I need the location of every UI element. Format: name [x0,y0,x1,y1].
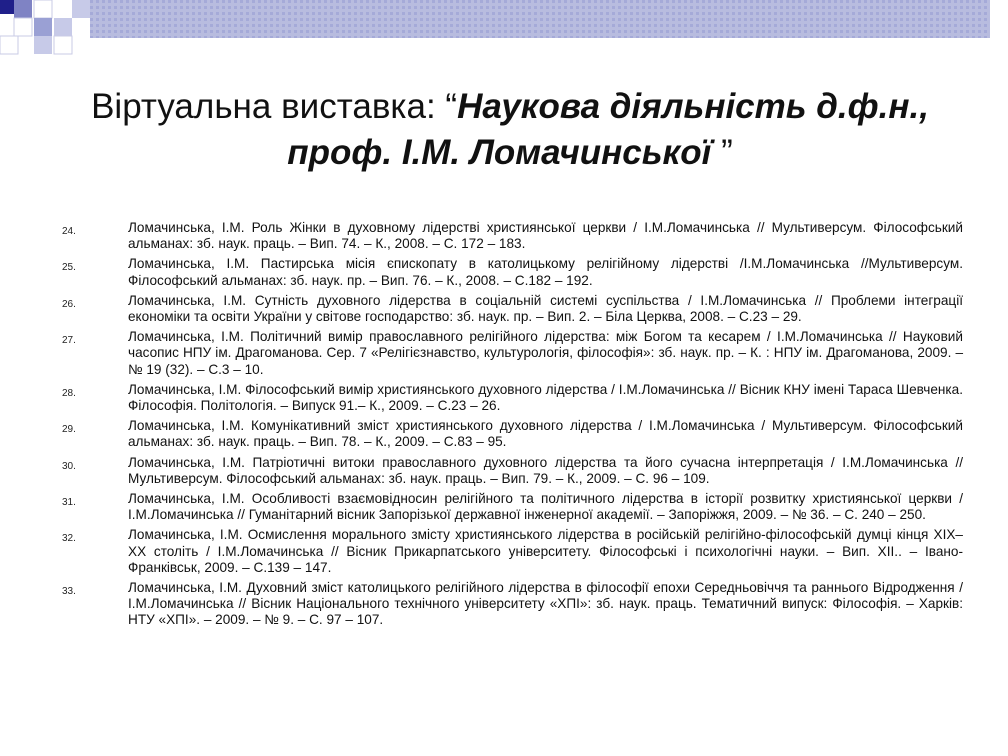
item-text: Ломачинська, І.М. Патріотичні витоки православного духовного лідерства та його сучасна інтерпретація / І.М.Ломачинська // Мультиверсум. Філософський альманах: зб. наук. праць. – Вип. 79. – К., 2009. – С. 96 – 109. [128,454,963,486]
checker-square [34,18,52,36]
item-text: Ломачинська, І.М. Політичний вимір православного релігійного лідерства: між Богом та кесарем / І.М.Ломачинська // Науковий часопис НПУ ім. Драгоманова. Сер. 7 «Релігієзнавство, культурологія, філософія»: зб. наук. пр. – К. : НПУ ім. Драгоманова, 2009. – № 19 (32). – С.3 – 10. [128,329,963,377]
checker-square [14,18,32,36]
checker-square [54,36,72,54]
list-item [0,455,1008,487]
item-number: 29. [62,424,76,436]
item-text: Ломачинська, І.М. Сутність духовного лідерства в соціальній системі суспільства / І.М.Ломачинська // Проблеми інтеграції економіки та освіти України у світове господарство: зб. наук. пр. – Вип. 2. – Біла Церква, 2008. – С.23 – 29. [128,292,963,325]
reference-list [0,220,1008,633]
item-number: 24. [62,226,76,237]
checker-square [34,36,52,54]
title-end: ” [711,133,733,172]
item-text: Ломачинська, І.М. Осмислення морального змісту християнського лідерства в російській релігійно-філософській думці кінця ХІХ–ХХ століть / І.М.Ломачинська // Вісник Прикарпатського університету. Філософські і психологічні науки. – Вип. XII.. – Івано-Франківськ, 2009. – С.139 – 147. [128,527,963,575]
item-number: 27. [62,335,76,347]
list-item [0,293,1008,325]
checker-square [0,36,18,54]
checker-square [54,18,72,36]
item-text: Ломачинська, І.М. Особливості взаємовідносин релігійного та політичного лідерства в історії розвитку християнської церкви / І.М.Ломачинська // Гуманітарний вісник Запорізької державної інженерної академії. – Запоріжжя, 2009. – № 36. – С. 240 – 250. [128,491,963,523]
slide-title [60,84,960,176]
title-plain: Віртуальна виставка: “ [91,87,458,126]
checker-square [34,0,52,18]
list-item [0,491,1008,523]
decorative-checker-band [0,0,1008,60]
checker-square [72,0,90,18]
list-item [0,220,1008,252]
title-emphasis: Наукова діяльність д.ф.н., проф. І.М. Ломачинської [287,87,929,172]
checker-square [14,0,32,18]
item-text: Ломачинська, І.М. Роль Жінки в духовному лідерстві християнської церкви / І.М.Ломачинська // Мультиверсум. Філософський альманах: зб. наук. праць. – Вип. 74. – К., 2008. – С. 172 – 183. [128,220,963,252]
list-item [0,329,1008,378]
list-item [0,256,1008,288]
item-number: 30. [62,460,76,472]
item-number: 28. [62,387,76,399]
item-text: Ломачинська, І.М. Філософський вимір християнського духовного лідерства / І.М.Ломачинська // Вісник КНУ імені Тараса Шевченка. Філософія. Політологія. – Випуск 91.– К., 2009. – С.23 – 26. [128,381,963,414]
item-number: 32. [62,533,76,545]
list-item [0,580,1008,629]
item-number: 33. [62,586,76,598]
item-number: 31. [62,497,76,509]
item-number: 25. [62,262,76,274]
list-item [0,527,1008,576]
item-text: Ломачинська, І.М. Комунікативний зміст християнського духовного лідерства / І.М.Ломачинська / Мультиверсум. Філософський альманах: зб. наук. праць. – Вип. 78. – К., 2009. – С.83 – 95. [128,418,963,450]
item-text: Ломачинська, І.М. Духовний зміст католицького релігійного лідерства в філософії епохи Середньовіччя та раннього Відродження / І.М.Ломачинська // Вісник Національного технічного університету «ХПІ»: зб. наук. праць. Тематичний випуск: Філософія. – Харків: НТУ «ХПІ». – 2009. – № 9. – С. 97 – 107. [128,580,963,628]
item-number: 26. [62,298,76,310]
item-text: Ломачинська, І.М. Пастирська місія єпископату в католицькому релігійному лідерстві /І.М.Ломачинська //Мультиверсум. Філософський альманах: зб. наук. пр. – Вип. 76. – К., 2008. – С.182 – 192. [128,256,963,288]
checker-square [0,0,14,14]
list-item [0,382,1008,414]
decorative-gradient-bar [90,0,990,38]
list-item [0,418,1008,450]
